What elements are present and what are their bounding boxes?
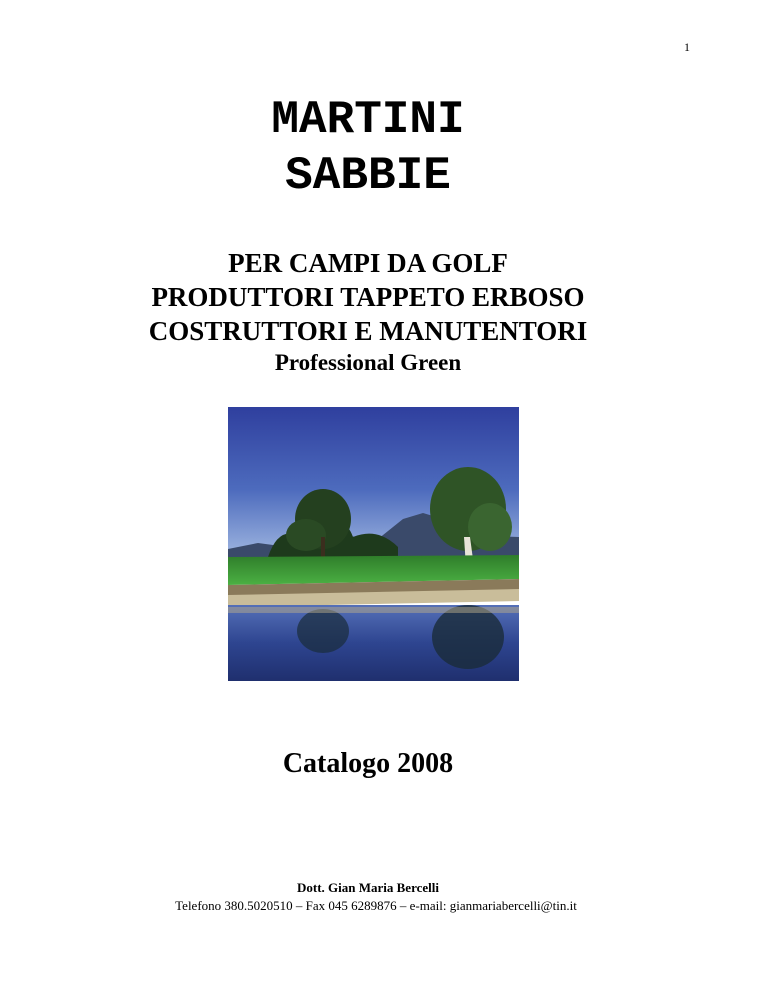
golf-course-photo <box>228 407 519 681</box>
page-number: 1 <box>684 40 690 54</box>
catalog-year: Catalogo 2008 <box>282 748 454 779</box>
contact-info: Telefono 380.5020510 – Fax 045 6289876 – e-mail: gianmariabercelli@tin.it <box>175 898 577 913</box>
document-title <box>0 92 736 204</box>
title-line-1: MARTINI <box>271 94 465 146</box>
subtitle-line-3: COSTRUTTORI E MANUTENTORI <box>148 316 588 346</box>
subtitle-line-1: PER CAMPI DA GOLF <box>228 248 508 278</box>
title-line-2: SABBIE <box>285 150 451 202</box>
subtitle-line-2: PRODUTTORI TAPPETO ERBOSO <box>151 282 585 312</box>
subtitle-line-4: Professional Green <box>274 350 462 375</box>
author-name: Dott. Gian Maria Bercelli <box>296 880 439 895</box>
document-subtitle <box>0 246 736 378</box>
golf-course-lake-image <box>228 407 519 681</box>
